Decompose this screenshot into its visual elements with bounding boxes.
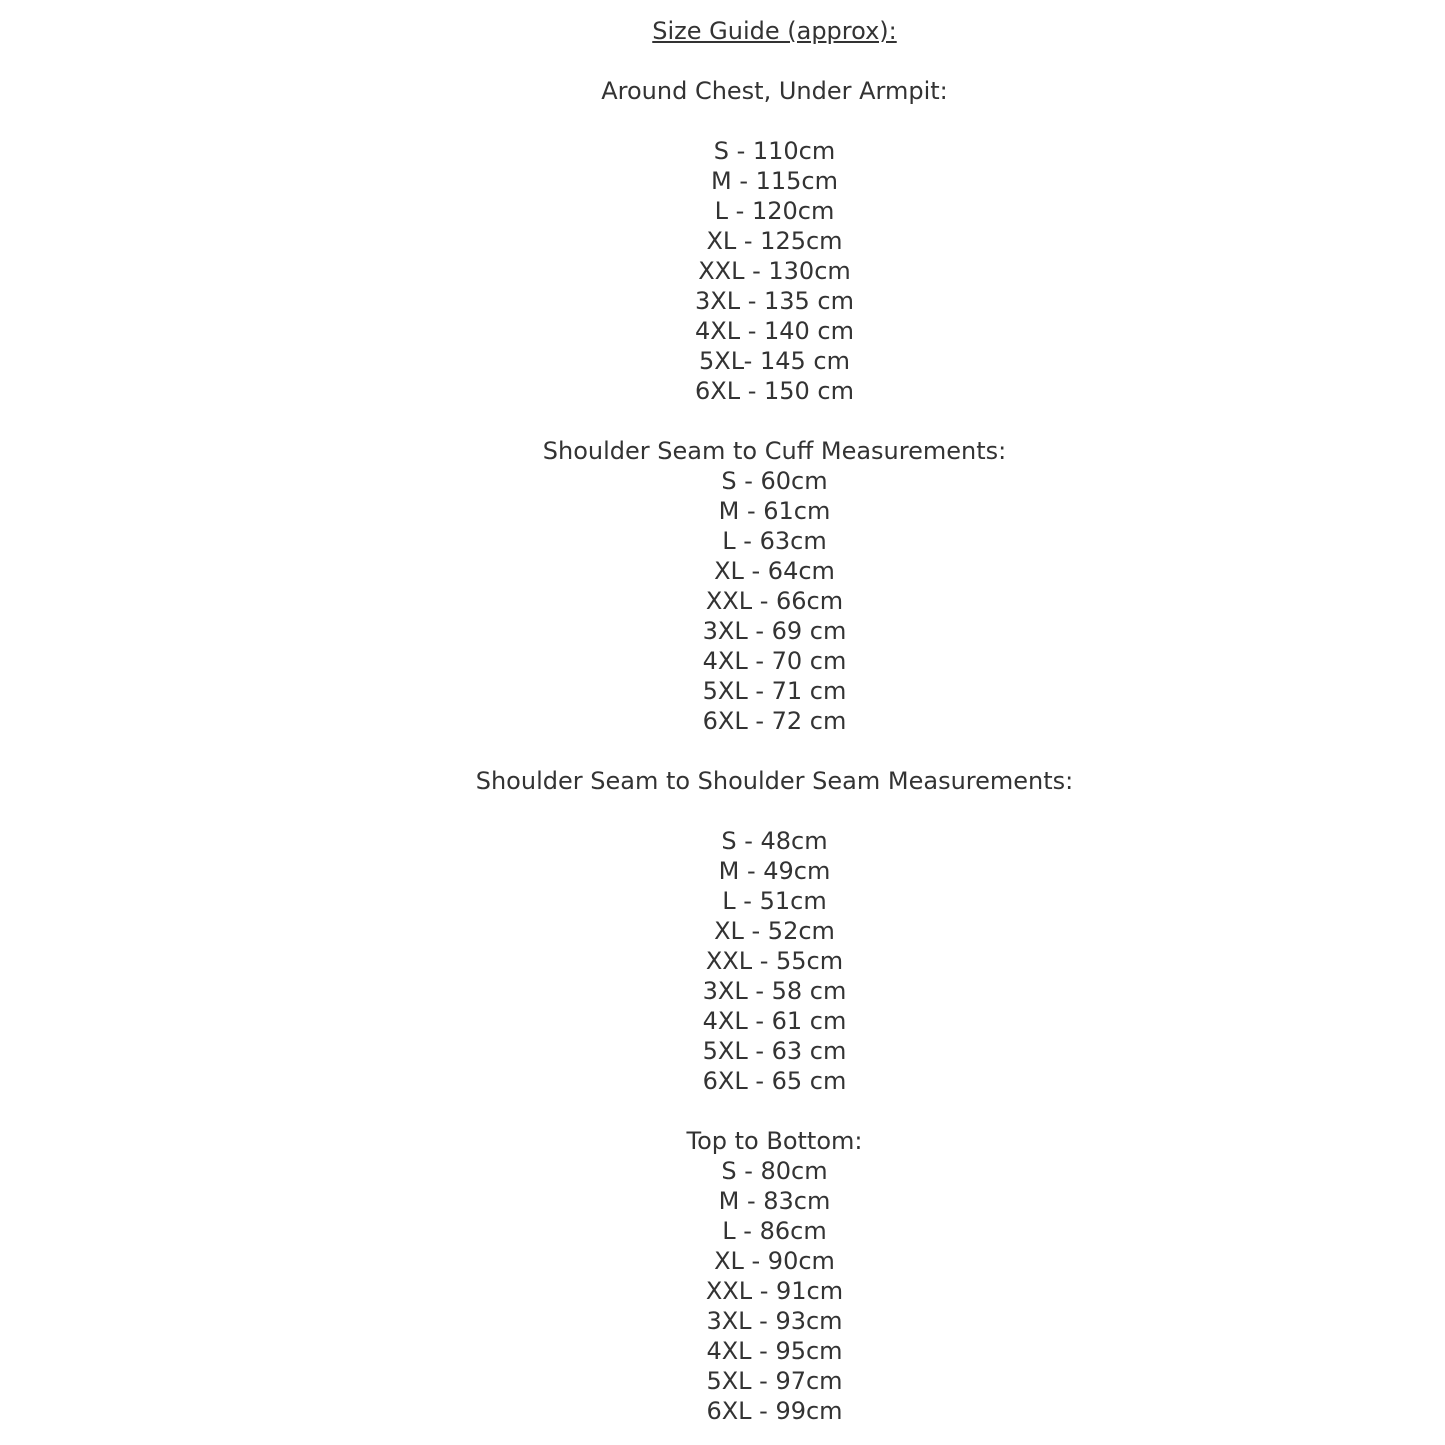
size-entry: M - 83cm: [718, 1187, 831, 1215]
size-entry: M - 61cm: [718, 497, 831, 525]
section-around-chest: [104, 76, 1445, 406]
size-entry: 3XL - 135 cm: [694, 287, 854, 315]
size-entry: 3XL - 69 cm: [702, 617, 847, 645]
size-entry: XL - 64cm: [714, 557, 835, 585]
section-shoulder-to-cuff: [104, 436, 1445, 736]
section-heading-top-to-bottom: Top to Bottom:: [686, 1127, 863, 1155]
section-top-to-bottom: [104, 1126, 1445, 1426]
size-entry: L - 63cm: [722, 527, 827, 555]
section-shoulder-to-shoulder: [104, 766, 1445, 1096]
size-entry: 6XL - 72 cm: [702, 707, 847, 735]
size-guide-document: [104, 0, 1445, 1426]
size-entry: 4XL - 70 cm: [702, 647, 847, 675]
size-entry: 4XL - 61 cm: [702, 1007, 847, 1035]
size-entry: S - 48cm: [721, 827, 828, 855]
section-heading-around-chest: Around Chest, Under Armpit:: [601, 77, 948, 105]
size-entry: XXL - 55cm: [705, 947, 844, 975]
size-entry: XXL - 130cm: [698, 257, 851, 285]
size-entry: 6XL - 99cm: [706, 1397, 843, 1425]
size-entry: S - 80cm: [721, 1157, 828, 1185]
size-entry: 6XL - 150 cm: [694, 377, 854, 405]
size-entry: L - 86cm: [722, 1217, 827, 1245]
size-entry: S - 110cm: [713, 137, 836, 165]
size-entry: 5XL - 63 cm: [702, 1037, 847, 1065]
size-entry: M - 115cm: [710, 167, 838, 195]
size-entry: XL - 52cm: [714, 917, 835, 945]
size-entry: 3XL - 58 cm: [702, 977, 847, 1005]
size-entry: 4XL - 140 cm: [694, 317, 854, 345]
size-entry: 4XL - 95cm: [706, 1337, 843, 1365]
section-heading-shoulder-to-cuff: Shoulder Seam to Cuff Measurements:: [542, 437, 1007, 465]
size-entry: 3XL - 93cm: [706, 1307, 843, 1335]
section-heading-shoulder-to-shoulder: Shoulder Seam to Shoulder Seam Measurements:: [475, 767, 1074, 795]
size-entry: M - 49cm: [718, 857, 831, 885]
page-title: Size Guide (approx):: [652, 17, 897, 45]
size-entry: XL - 90cm: [714, 1247, 835, 1275]
size-entry: 5XL - 97cm: [706, 1367, 843, 1395]
size-entry: 5XL - 71 cm: [702, 677, 847, 705]
size-entry: XXL - 66cm: [705, 587, 844, 615]
size-entry: 6XL - 65 cm: [702, 1067, 847, 1095]
size-entry: S - 60cm: [721, 467, 828, 495]
size-entry: XXL - 91cm: [705, 1277, 844, 1305]
size-entry: L - 51cm: [722, 887, 827, 915]
size-entry: XL - 125cm: [706, 227, 843, 255]
size-entry: L - 120cm: [714, 197, 835, 225]
size-entry: 5XL- 145 cm: [699, 347, 850, 375]
